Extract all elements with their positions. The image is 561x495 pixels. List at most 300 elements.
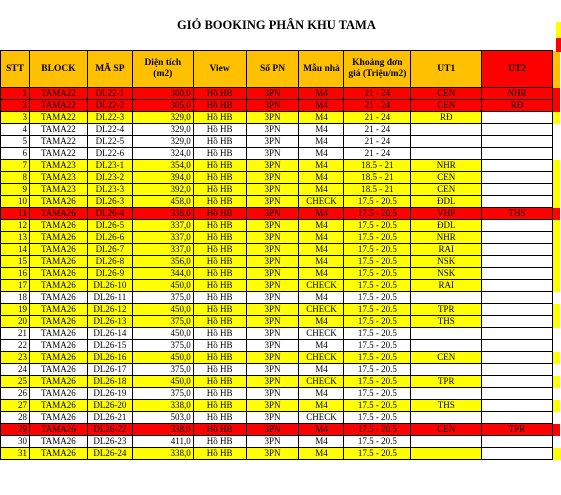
blank-cell[interactable]	[552, 268, 560, 280]
cell-ut1[interactable]	[411, 412, 482, 424]
cell-ut1[interactable]: THS	[411, 400, 482, 412]
cell-view[interactable]: Hồ HB	[193, 280, 246, 292]
cell-ma-sp[interactable]: DL26-15	[87, 340, 132, 352]
blank-cell[interactable]	[552, 232, 560, 244]
cell-so-pn[interactable]: 3PN	[246, 364, 299, 376]
blank-cell[interactable]	[552, 112, 560, 124]
cell-ut2[interactable]	[482, 184, 553, 196]
cell-block[interactable]: TAMA26	[29, 316, 87, 328]
cell-stt[interactable]: 26	[1, 388, 30, 400]
cell-ma-sp[interactable]: DL22-2	[87, 100, 132, 112]
cell-ut1[interactable]	[411, 148, 482, 160]
cell-mau-nha[interactable]: M4	[299, 124, 344, 136]
cell-so-pn[interactable]: 3PN	[246, 220, 299, 232]
cell-so-pn[interactable]: 3PN	[246, 160, 299, 172]
cell-view[interactable]: Hồ HB	[193, 124, 246, 136]
cell-ut2[interactable]	[482, 352, 553, 364]
cell-stt[interactable]: 3	[1, 112, 30, 124]
blank-cell[interactable]	[552, 208, 560, 220]
cell-ut2[interactable]	[482, 364, 553, 376]
cell-khoang-don-gia[interactable]: 17.5 - 20.5	[344, 304, 411, 316]
cell-block[interactable]: TAMA26	[29, 448, 87, 460]
blank-cell[interactable]	[552, 328, 560, 340]
cell-ut1[interactable]	[411, 436, 482, 448]
cell-khoang-don-gia[interactable]: 21 - 24	[344, 124, 411, 136]
cell-so-pn[interactable]: 3PN	[246, 280, 299, 292]
blank-cell[interactable]	[552, 136, 560, 148]
cell-stt[interactable]: 11	[1, 208, 30, 220]
cell-mau-nha[interactable]: CHECK	[299, 352, 344, 364]
cell-stt[interactable]: 9	[1, 184, 30, 196]
cell-ma-sp[interactable]: DL26-17	[87, 364, 132, 376]
cell-stt[interactable]: 2	[1, 100, 30, 112]
blank-cell[interactable]	[552, 184, 560, 196]
cell-view[interactable]: Hồ HB	[193, 352, 246, 364]
cell-ma-sp[interactable]: DL26-14	[87, 328, 132, 340]
cell-stt[interactable]: 22	[1, 340, 30, 352]
cell-so-pn[interactable]: 3PN	[246, 424, 299, 436]
cell-stt[interactable]: 20	[1, 316, 30, 328]
cell-ma-sp[interactable]: DL26-21	[87, 412, 132, 424]
blank-cell[interactable]	[552, 400, 560, 412]
cell-so-pn[interactable]: 3PN	[246, 148, 299, 160]
cell-mau-nha[interactable]: CHECK	[299, 412, 344, 424]
cell-ma-sp[interactable]: DL26-22	[87, 424, 132, 436]
sheet-title[interactable]: GIỎ BOOKING PHÂN KHU TAMA	[177, 18, 376, 32]
cell-mau-nha[interactable]: M4	[299, 436, 344, 448]
cell-ut1[interactable]	[411, 388, 482, 400]
cell-ut1[interactable]: CEN	[411, 424, 482, 436]
cell-dien-tich[interactable]: 394,0	[132, 172, 193, 184]
cell-dien-tich[interactable]: 450,0	[132, 352, 193, 364]
cell-block[interactable]: TAMA22	[29, 112, 87, 124]
blank-cell[interactable]	[552, 196, 560, 208]
cell-khoang-don-gia[interactable]: 21 - 24	[344, 88, 411, 100]
cell-view[interactable]: Hồ HB	[193, 196, 246, 208]
cell-stt[interactable]: 16	[1, 268, 30, 280]
blank-cell[interactable]	[552, 256, 560, 268]
cell-ut2[interactable]: TPR	[482, 424, 553, 436]
cell-khoang-don-gia[interactable]: 17.5 - 20.5	[344, 388, 411, 400]
blank-cell[interactable]	[552, 160, 560, 172]
cell-block[interactable]: TAMA26	[29, 304, 87, 316]
header-so-pn[interactable]: Số PN	[246, 51, 299, 88]
cell-view[interactable]: Hồ HB	[193, 388, 246, 400]
cell-view[interactable]: Hồ HB	[193, 304, 246, 316]
cell-block[interactable]: TAMA26	[29, 196, 87, 208]
cell-so-pn[interactable]: 3PN	[246, 304, 299, 316]
cell-ma-sp[interactable]: DL26-3	[87, 196, 132, 208]
cell-dien-tich[interactable]: 375,0	[132, 388, 193, 400]
cell-so-pn[interactable]: 3PN	[246, 196, 299, 208]
blank-cell[interactable]	[552, 220, 560, 232]
cell-dien-tich[interactable]: 344,0	[132, 268, 193, 280]
cell-ut2[interactable]	[482, 124, 553, 136]
cell-ut2[interactable]	[482, 256, 553, 268]
header-dien-tich[interactable]: Diện tích (m2)	[132, 51, 193, 88]
cell-ma-sp[interactable]: DL26-19	[87, 388, 132, 400]
cell-stt[interactable]: 30	[1, 436, 30, 448]
cell-ma-sp[interactable]: DL22-4	[87, 124, 132, 136]
cell-stt[interactable]: 18	[1, 292, 30, 304]
blank-cell[interactable]	[552, 376, 560, 388]
cell-ut2[interactable]	[482, 376, 553, 388]
cell-stt[interactable]: 19	[1, 304, 30, 316]
blank-cell[interactable]	[552, 388, 560, 400]
cell-stt[interactable]: 27	[1, 400, 30, 412]
cell-stt[interactable]: 8	[1, 172, 30, 184]
cell-khoang-don-gia[interactable]: 17.5 - 20.5	[344, 208, 411, 220]
cell-khoang-don-gia[interactable]: 17.5 - 20.5	[344, 292, 411, 304]
cell-dien-tich[interactable]: 336,0	[132, 208, 193, 220]
cell-dien-tich[interactable]: 300,0	[132, 88, 193, 100]
cell-mau-nha[interactable]: M4	[299, 364, 344, 376]
cell-dien-tich[interactable]: 375,0	[132, 364, 193, 376]
cell-dien-tich[interactable]: 375,0	[132, 340, 193, 352]
cell-so-pn[interactable]: 3PN	[246, 448, 299, 460]
cell-ut2[interactable]	[482, 280, 553, 292]
cell-ut2[interactable]	[482, 388, 553, 400]
cell-mau-nha[interactable]: M4	[299, 388, 344, 400]
cell-khoang-don-gia[interactable]: 17.5 - 20.5	[344, 424, 411, 436]
cell-stt[interactable]: 7	[1, 160, 30, 172]
cell-ut2[interactable]	[482, 136, 553, 148]
cell-ut1[interactable]	[411, 364, 482, 376]
cell-dien-tich[interactable]: 375,0	[132, 292, 193, 304]
cell-stt[interactable]: 17	[1, 280, 30, 292]
offscreen-cell-red[interactable]	[556, 38, 561, 52]
cell-ut1[interactable]: RAI	[411, 280, 482, 292]
cell-so-pn[interactable]: 3PN	[246, 208, 299, 220]
cell-so-pn[interactable]: 3PN	[246, 316, 299, 328]
cell-block[interactable]: TAMA26	[29, 220, 87, 232]
cell-ut2[interactable]	[482, 448, 553, 460]
header-stt[interactable]: STT	[1, 51, 30, 88]
cell-mau-nha[interactable]: CHECK	[299, 376, 344, 388]
cell-ma-sp[interactable]: DL23-2	[87, 172, 132, 184]
cell-ma-sp[interactable]: DL26-9	[87, 268, 132, 280]
cell-view[interactable]: Hồ HB	[193, 88, 246, 100]
offscreen-cell-yellow[interactable]	[556, 22, 561, 38]
cell-ut2[interactable]	[482, 244, 553, 256]
cell-view[interactable]: Hồ HB	[193, 208, 246, 220]
cell-ut1[interactable]: TPR	[411, 376, 482, 388]
cell-khoang-don-gia[interactable]: 18.5 - 21	[344, 160, 411, 172]
cell-view[interactable]: Hồ HB	[193, 376, 246, 388]
cell-block[interactable]: TAMA26	[29, 328, 87, 340]
header-view[interactable]: View	[193, 51, 246, 88]
cell-ut2[interactable]	[482, 316, 553, 328]
cell-stt[interactable]: 24	[1, 364, 30, 376]
cell-stt[interactable]: 1	[1, 88, 30, 100]
cell-stt[interactable]: 31	[1, 448, 30, 460]
cell-view[interactable]: Hồ HB	[193, 436, 246, 448]
cell-so-pn[interactable]: 3PN	[246, 436, 299, 448]
cell-so-pn[interactable]: 3PN	[246, 244, 299, 256]
cell-ma-sp[interactable]: DL26-20	[87, 400, 132, 412]
cell-khoang-don-gia[interactable]: 17.5 - 20.5	[344, 220, 411, 232]
cell-view[interactable]: Hồ HB	[193, 160, 246, 172]
cell-block[interactable]: TAMA26	[29, 376, 87, 388]
blank-cell[interactable]	[552, 124, 560, 136]
cell-khoang-don-gia[interactable]: 18.5 - 21	[344, 184, 411, 196]
cell-mau-nha[interactable]: M4	[299, 316, 344, 328]
cell-ma-sp[interactable]: DL26-8	[87, 256, 132, 268]
cell-khoang-don-gia[interactable]: 21 - 24	[344, 148, 411, 160]
cell-mau-nha[interactable]: M4	[299, 184, 344, 196]
cell-ma-sp[interactable]: DL26-7	[87, 244, 132, 256]
cell-ma-sp[interactable]: DL26-10	[87, 280, 132, 292]
cell-mau-nha[interactable]: M4	[299, 172, 344, 184]
cell-ut1[interactable]: CEN	[411, 100, 482, 112]
cell-stt[interactable]: 21	[1, 328, 30, 340]
cell-block[interactable]: TAMA23	[29, 160, 87, 172]
cell-dien-tich[interactable]: 356,0	[132, 256, 193, 268]
cell-ut1[interactable]: ĐDL	[411, 196, 482, 208]
cell-block[interactable]: TAMA23	[29, 172, 87, 184]
cell-dien-tich[interactable]: 324,0	[132, 148, 193, 160]
cell-ut1[interactable]: NHR	[411, 232, 482, 244]
cell-ma-sp[interactable]: DL22-1	[87, 88, 132, 100]
cell-block[interactable]: TAMA26	[29, 412, 87, 424]
cell-khoang-don-gia[interactable]: 17.5 - 20.5	[344, 412, 411, 424]
cell-dien-tich[interactable]: 503,0	[132, 412, 193, 424]
cell-block[interactable]: TAMA26	[29, 388, 87, 400]
cell-mau-nha[interactable]: M4	[299, 232, 344, 244]
cell-ut1[interactable]	[411, 292, 482, 304]
cell-mau-nha[interactable]: M4	[299, 292, 344, 304]
cell-ma-sp[interactable]: DL22-5	[87, 136, 132, 148]
cell-so-pn[interactable]: 3PN	[246, 232, 299, 244]
cell-ut2[interactable]	[482, 340, 553, 352]
cell-ma-sp[interactable]: DL26-18	[87, 376, 132, 388]
cell-ut2[interactable]	[482, 412, 553, 424]
blank-cell[interactable]	[552, 280, 560, 292]
cell-khoang-don-gia[interactable]: 17.5 - 20.5	[344, 316, 411, 328]
cell-ut1[interactable]	[411, 136, 482, 148]
cell-mau-nha[interactable]: M4	[299, 160, 344, 172]
cell-dien-tich[interactable]: 450,0	[132, 328, 193, 340]
cell-so-pn[interactable]: 3PN	[246, 292, 299, 304]
cell-view[interactable]: Hồ HB	[193, 148, 246, 160]
cell-ut1[interactable]	[411, 328, 482, 340]
cell-ut2[interactable]	[482, 112, 553, 124]
cell-ma-sp[interactable]: DL22-6	[87, 148, 132, 160]
cell-block[interactable]: TAMA22	[29, 124, 87, 136]
cell-ut2[interactable]	[482, 196, 553, 208]
cell-ut1[interactable]: VHP	[411, 208, 482, 220]
cell-block[interactable]: TAMA26	[29, 436, 87, 448]
cell-stt[interactable]: 14	[1, 244, 30, 256]
blank-cell[interactable]	[552, 304, 560, 316]
cell-ut2[interactable]	[482, 232, 553, 244]
cell-block[interactable]: TAMA22	[29, 100, 87, 112]
cell-view[interactable]: Hồ HB	[193, 184, 246, 196]
cell-khoang-don-gia[interactable]: 17.5 - 20.5	[344, 352, 411, 364]
cell-ut2[interactable]	[482, 172, 553, 184]
cell-block[interactable]: TAMA26	[29, 208, 87, 220]
cell-so-pn[interactable]: 3PN	[246, 328, 299, 340]
cell-ut1[interactable]: NSK	[411, 268, 482, 280]
cell-so-pn[interactable]: 3PN	[246, 184, 299, 196]
cell-mau-nha[interactable]: M4	[299, 148, 344, 160]
cell-mau-nha[interactable]: M4	[299, 112, 344, 124]
cell-view[interactable]: Hồ HB	[193, 136, 246, 148]
cell-mau-nha[interactable]: CHECK	[299, 280, 344, 292]
cell-khoang-don-gia[interactable]: 17.5 - 20.5	[344, 364, 411, 376]
cell-khoang-don-gia[interactable]: 17.5 - 20.5	[344, 448, 411, 460]
cell-khoang-don-gia[interactable]: 17.5 - 20.5	[344, 268, 411, 280]
cell-stt[interactable]: 10	[1, 196, 30, 208]
cell-view[interactable]: Hồ HB	[193, 244, 246, 256]
cell-so-pn[interactable]: 3PN	[246, 172, 299, 184]
header-ma-sp[interactable]: MÃ SP	[87, 51, 132, 88]
cell-ma-sp[interactable]: DL26-16	[87, 352, 132, 364]
cell-dien-tich[interactable]: 354,0	[132, 160, 193, 172]
cell-ut1[interactable]	[411, 340, 482, 352]
cell-ut2[interactable]	[482, 268, 553, 280]
cell-ut1[interactable]	[411, 448, 482, 460]
blank-cell[interactable]	[552, 448, 560, 460]
cell-mau-nha[interactable]: M4	[299, 256, 344, 268]
cell-khoang-don-gia[interactable]: 17.5 - 20.5	[344, 280, 411, 292]
cell-block[interactable]: TAMA26	[29, 352, 87, 364]
cell-stt[interactable]: 6	[1, 148, 30, 160]
cell-khoang-don-gia[interactable]: 17.5 - 20.5	[344, 400, 411, 412]
cell-dien-tich[interactable]: 450,0	[132, 304, 193, 316]
cell-stt[interactable]: 28	[1, 412, 30, 424]
cell-ut1[interactable]: RAI	[411, 244, 482, 256]
cell-block[interactable]: TAMA22	[29, 88, 87, 100]
cell-dien-tich[interactable]: 411,0	[132, 436, 193, 448]
cell-block[interactable]: TAMA26	[29, 424, 87, 436]
cell-stt[interactable]: 5	[1, 136, 30, 148]
cell-ut2[interactable]	[482, 304, 553, 316]
cell-block[interactable]: TAMA23	[29, 184, 87, 196]
cell-mau-nha[interactable]: M4	[299, 220, 344, 232]
blank-cell[interactable]	[552, 364, 560, 376]
cell-dien-tich[interactable]: 337,0	[132, 220, 193, 232]
cell-view[interactable]: Hồ HB	[193, 172, 246, 184]
cell-stt[interactable]: 4	[1, 124, 30, 136]
cell-so-pn[interactable]: 3PN	[246, 352, 299, 364]
cell-dien-tich[interactable]: 305,0	[132, 100, 193, 112]
cell-ut2[interactable]	[482, 292, 553, 304]
cell-ut1[interactable]: RĐ	[411, 112, 482, 124]
cell-so-pn[interactable]: 3PN	[246, 256, 299, 268]
cell-mau-nha[interactable]: M4	[299, 448, 344, 460]
cell-ut1[interactable]: NSK	[411, 256, 482, 268]
cell-dien-tich[interactable]: 450,0	[132, 280, 193, 292]
cell-dien-tich[interactable]: 337,0	[132, 232, 193, 244]
cell-view[interactable]: Hồ HB	[193, 268, 246, 280]
cell-view[interactable]: Hồ HB	[193, 412, 246, 424]
cell-block[interactable]: TAMA22	[29, 148, 87, 160]
cell-ma-sp[interactable]: DL26-6	[87, 232, 132, 244]
cell-ma-sp[interactable]: DL26-5	[87, 220, 132, 232]
cell-block[interactable]: TAMA26	[29, 280, 87, 292]
cell-dien-tich[interactable]: 338,0	[132, 400, 193, 412]
cell-so-pn[interactable]: 3PN	[246, 100, 299, 112]
cell-mau-nha[interactable]: CHECK	[299, 304, 344, 316]
cell-block[interactable]: TAMA26	[29, 292, 87, 304]
cell-stt[interactable]: 25	[1, 376, 30, 388]
cell-mau-nha[interactable]: M4	[299, 268, 344, 280]
cell-so-pn[interactable]: 3PN	[246, 88, 299, 100]
cell-ut2[interactable]	[482, 220, 553, 232]
blank-cell[interactable]	[552, 424, 560, 436]
cell-block[interactable]: TAMA26	[29, 340, 87, 352]
cell-view[interactable]: Hồ HB	[193, 316, 246, 328]
cell-view[interactable]: Hồ HB	[193, 220, 246, 232]
cell-ma-sp[interactable]: DL26-13	[87, 316, 132, 328]
cell-dien-tich[interactable]: 329,0	[132, 124, 193, 136]
cell-mau-nha[interactable]: M4	[299, 88, 344, 100]
cell-ma-sp[interactable]: DL23-3	[87, 184, 132, 196]
cell-so-pn[interactable]: 3PN	[246, 136, 299, 148]
cell-ma-sp[interactable]: DL26-4	[87, 208, 132, 220]
cell-block[interactable]: TAMA26	[29, 244, 87, 256]
header-block[interactable]: BLOCK	[29, 51, 87, 88]
blank-cell[interactable]	[552, 51, 560, 88]
header-khoang-don-gia[interactable]: Khoảng đơn giá (Triệu/m2)	[344, 51, 411, 88]
blank-cell[interactable]	[552, 340, 560, 352]
cell-view[interactable]: Hồ HB	[193, 424, 246, 436]
cell-ut1[interactable]: THS	[411, 316, 482, 328]
cell-ut1[interactable]: CEN	[411, 88, 482, 100]
cell-mau-nha[interactable]: CHECK	[299, 196, 344, 208]
cell-ma-sp[interactable]: DL23-1	[87, 160, 132, 172]
blank-cell[interactable]	[552, 172, 560, 184]
cell-view[interactable]: Hồ HB	[193, 448, 246, 460]
cell-block[interactable]: TAMA26	[29, 268, 87, 280]
cell-view[interactable]: Hồ HB	[193, 232, 246, 244]
cell-so-pn[interactable]: 3PN	[246, 412, 299, 424]
cell-ma-sp[interactable]: DL26-11	[87, 292, 132, 304]
cell-ut1[interactable]: TPR	[411, 304, 482, 316]
cell-khoang-don-gia[interactable]: 17.5 - 20.5	[344, 436, 411, 448]
cell-khoang-don-gia[interactable]: 21 - 24	[344, 100, 411, 112]
cell-ut2[interactable]	[482, 148, 553, 160]
cell-so-pn[interactable]: 3PN	[246, 400, 299, 412]
cell-ut1[interactable]: CEN	[411, 352, 482, 364]
cell-view[interactable]: Hồ HB	[193, 400, 246, 412]
cell-stt[interactable]: 15	[1, 256, 30, 268]
blank-cell[interactable]	[552, 316, 560, 328]
cell-khoang-don-gia[interactable]: 17.5 - 20.5	[344, 328, 411, 340]
cell-view[interactable]: Hồ HB	[193, 112, 246, 124]
blank-cell[interactable]	[552, 352, 560, 364]
cell-khoang-don-gia[interactable]: 17.5 - 20.5	[344, 232, 411, 244]
cell-so-pn[interactable]: 3PN	[246, 388, 299, 400]
cell-dien-tich[interactable]: 450,0	[132, 376, 193, 388]
blank-cell[interactable]	[552, 436, 560, 448]
cell-mau-nha[interactable]: M4	[299, 400, 344, 412]
cell-block[interactable]: TAMA26	[29, 232, 87, 244]
cell-ut2[interactable]	[482, 436, 553, 448]
cell-view[interactable]: Hồ HB	[193, 340, 246, 352]
cell-ut2[interactable]	[482, 328, 553, 340]
cell-stt[interactable]: 29	[1, 424, 30, 436]
cell-ut1[interactable]: ĐDL	[411, 220, 482, 232]
cell-khoang-don-gia[interactable]: 17.5 - 20.5	[344, 196, 411, 208]
header-ut2[interactable]: UT2	[482, 51, 553, 88]
blank-cell[interactable]	[552, 100, 560, 112]
cell-stt[interactable]: 23	[1, 352, 30, 364]
cell-mau-nha[interactable]: M4	[299, 244, 344, 256]
cell-mau-nha[interactable]: M4	[299, 100, 344, 112]
cell-dien-tich[interactable]: 338,0	[132, 424, 193, 436]
